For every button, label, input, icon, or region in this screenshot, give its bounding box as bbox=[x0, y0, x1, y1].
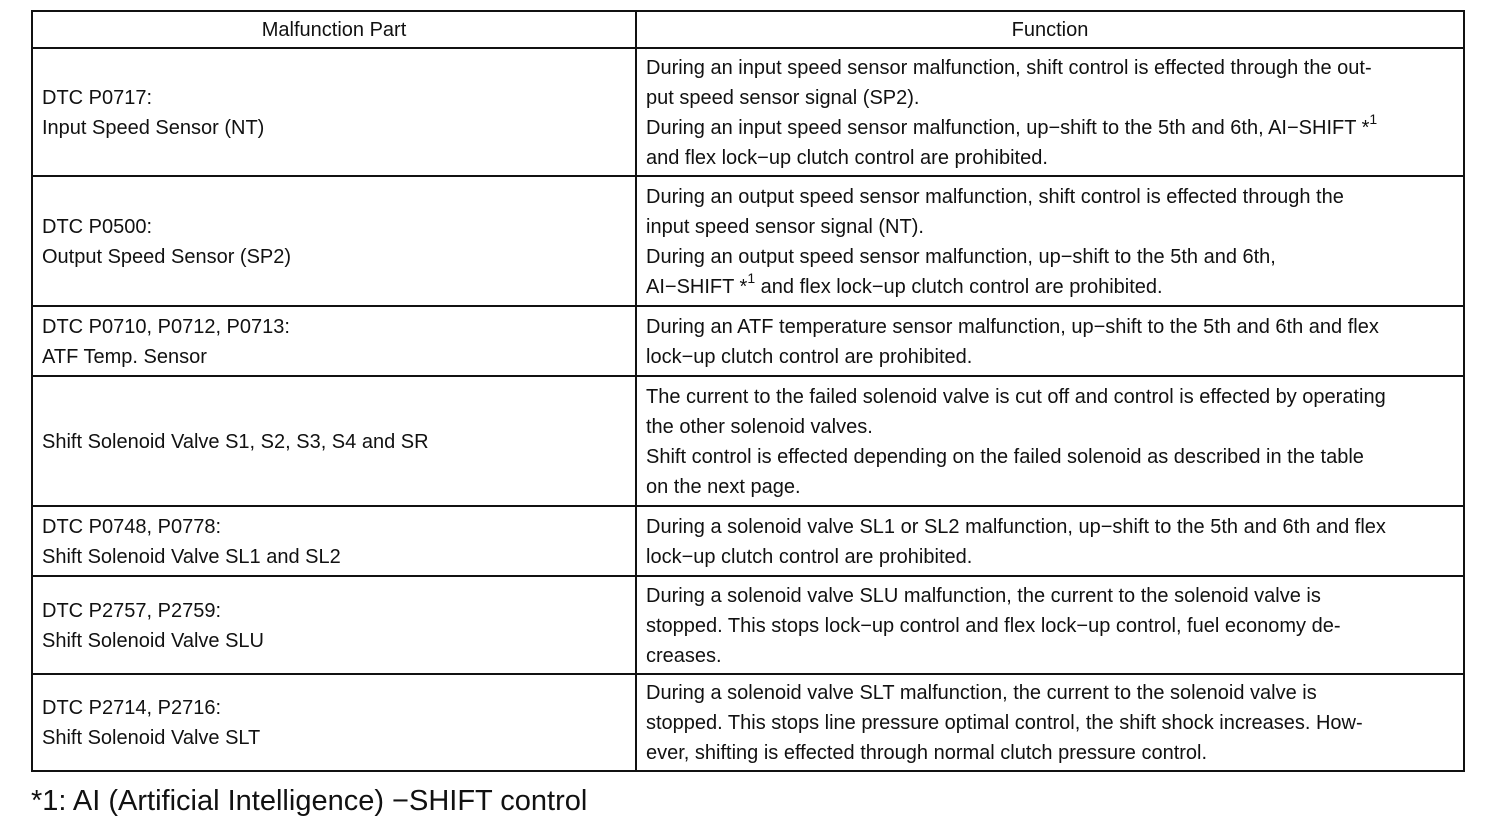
function-line: stopped. This stops lock−up control and flex lock−up control, fuel economy de- bbox=[646, 614, 1341, 637]
function-cell bbox=[636, 506, 1464, 576]
table-row bbox=[32, 306, 1464, 376]
table-row bbox=[32, 176, 1464, 306]
table-row bbox=[32, 506, 1464, 576]
function-text: AI−SHIFT * bbox=[646, 275, 748, 298]
function-line-with-footnote bbox=[646, 269, 1454, 302]
header-malfunction-part: Malfunction Part bbox=[32, 11, 636, 48]
function-cell bbox=[636, 674, 1464, 771]
header-function: Function bbox=[636, 11, 1464, 48]
function-line: The current to the failed solenoid valve is cut off and control is effected by operating bbox=[646, 385, 1386, 408]
function-line: During a solenoid valve SLT malfunction, the current to the solenoid valve is bbox=[646, 682, 1317, 704]
function-cell bbox=[636, 576, 1464, 674]
footnote-ref: 1 bbox=[1369, 110, 1378, 127]
part-line: Shift Solenoid Valve S1, S2, S3, S4 and SR bbox=[42, 430, 429, 453]
function-line: input speed sensor signal (NT). bbox=[646, 215, 924, 238]
footnote: *1: AI (Artificial Intelligence) −SHIFT control bbox=[31, 785, 588, 817]
function-line: on the next page. bbox=[646, 475, 801, 498]
table-header-row bbox=[32, 11, 1464, 48]
function-line: Shift control is effected depending on the failed solenoid as described in the table bbox=[646, 445, 1364, 468]
part-line: DTC P0748, P0778: bbox=[42, 515, 221, 538]
function-cell bbox=[636, 376, 1464, 506]
function-line: During an ATF temperature sensor malfunction, up−shift to the 5th and 6th and flex bbox=[646, 315, 1379, 338]
function-text: During an input speed sensor malfunction, up−shift to the 5th and 6th, AI−SHIFT * bbox=[646, 116, 1370, 139]
function-cell bbox=[636, 306, 1464, 376]
function-line: lock−up clutch control are prohibited. bbox=[646, 545, 973, 568]
malfunction-table bbox=[31, 10, 1465, 772]
part-line: DTC P0500: bbox=[42, 215, 153, 238]
malfunction-table-container bbox=[31, 10, 1463, 772]
table-row bbox=[32, 576, 1464, 674]
function-line: and flex lock−up clutch control are prohibited. bbox=[646, 146, 1048, 169]
part-line: ATF Temp. Sensor bbox=[42, 345, 207, 368]
part-line: Output Speed Sensor (SP2) bbox=[42, 245, 292, 268]
malfunction-part-cell bbox=[32, 176, 636, 306]
malfunction-part-cell bbox=[32, 674, 636, 771]
function-line-with-footnote bbox=[646, 110, 1454, 143]
part-line: DTC P0710, P0712, P0713: bbox=[42, 315, 290, 338]
part-line: DTC P2714, P2716: bbox=[42, 697, 221, 719]
function-cell bbox=[636, 48, 1464, 176]
malfunction-part-cell bbox=[32, 48, 636, 176]
function-cell bbox=[636, 176, 1464, 306]
part-line: Shift Solenoid Valve SLU bbox=[42, 629, 264, 652]
part-line: Input Speed Sensor (NT) bbox=[42, 116, 265, 139]
malfunction-part-cell bbox=[32, 376, 636, 506]
function-line: ever, shifting is effected through normal clutch pressure control. bbox=[646, 742, 1208, 764]
malfunction-part-cell bbox=[32, 306, 636, 376]
part-line: DTC P0717: bbox=[42, 86, 153, 109]
function-text: and flex lock−up clutch control are prohibited. bbox=[755, 275, 1163, 298]
function-line: During an input speed sensor malfunction, shift control is effected through the out- bbox=[646, 56, 1372, 79]
function-line: During a solenoid valve SL1 or SL2 malfunction, up−shift to the 5th and 6th and flex bbox=[646, 515, 1386, 538]
function-line: creases. bbox=[646, 644, 722, 667]
function-line: During an output speed sensor malfunction, shift control is effected through the bbox=[646, 185, 1344, 208]
table-row bbox=[32, 376, 1464, 506]
function-line: the other solenoid valves. bbox=[646, 415, 873, 438]
malfunction-part-cell bbox=[32, 576, 636, 674]
function-line: stopped. This stops line pressure optimal control, the shift shock increases. How- bbox=[646, 712, 1363, 734]
function-line: put speed sensor signal (SP2). bbox=[646, 86, 920, 109]
function-line: During a solenoid valve SLU malfunction, the current to the solenoid valve is bbox=[646, 584, 1321, 607]
part-line: DTC P2757, P2759: bbox=[42, 599, 221, 622]
table-row bbox=[32, 48, 1464, 176]
function-line: lock−up clutch control are prohibited. bbox=[646, 345, 973, 368]
table-row bbox=[32, 674, 1464, 771]
part-line: Shift Solenoid Valve SL1 and SL2 bbox=[42, 545, 341, 568]
part-line: Shift Solenoid Valve SLT bbox=[42, 727, 261, 749]
malfunction-part-cell bbox=[32, 506, 636, 576]
function-line: During an output speed sensor malfunction, up−shift to the 5th and 6th, bbox=[646, 245, 1276, 268]
footnote-ref: 1 bbox=[747, 269, 756, 286]
